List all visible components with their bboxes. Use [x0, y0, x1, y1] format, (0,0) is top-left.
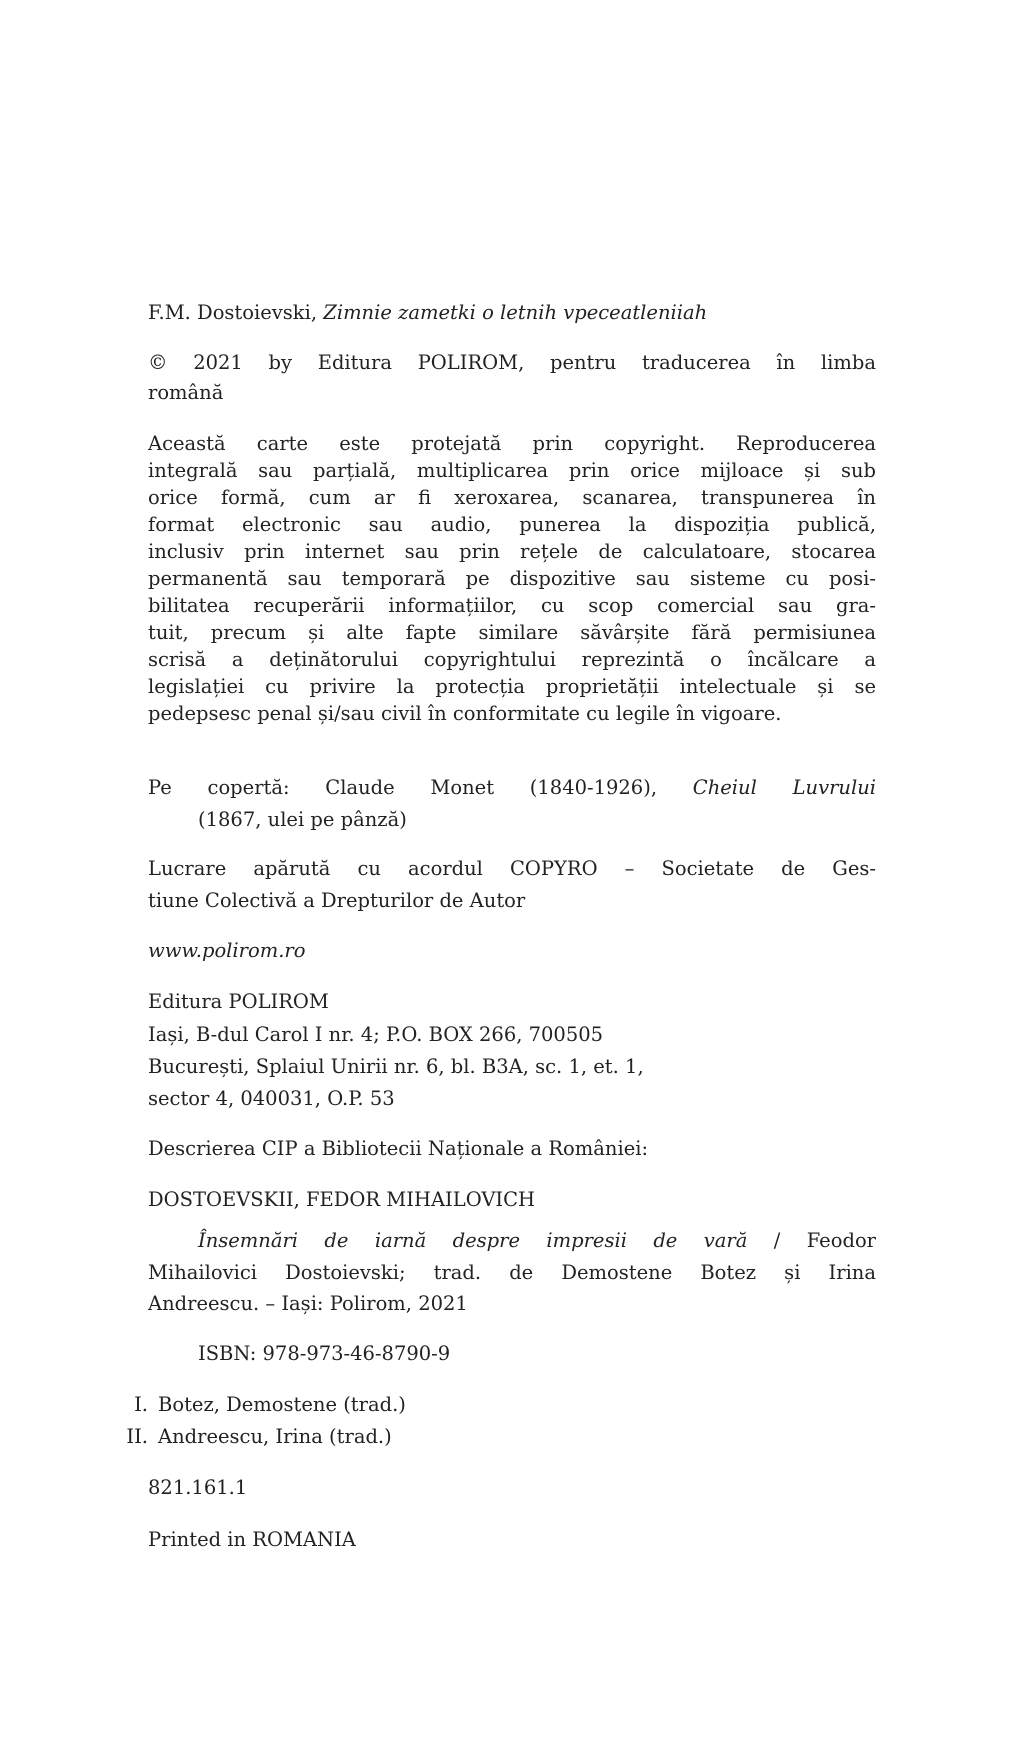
publisher-line: Editura POLIROM	[148, 990, 329, 1013]
printed-in: Printed in ROMANIA	[148, 1528, 356, 1551]
copyro-line: tiune Colectivă a Drepturilor de Autor	[148, 889, 526, 912]
cip-line: Andreescu. – Iași: Polirom, 2021	[148, 1292, 468, 1315]
rights-line: integrală sau parțială, multiplicarea prin orice mijloace și sub	[148, 459, 876, 482]
original-title-line	[148, 298, 876, 328]
contributor-number: II.	[126, 1425, 148, 1448]
rights-line: orice formă, cum ar fi xeroxarea, scanarea, transpunerea în	[148, 486, 876, 509]
contributor-item	[108, 1390, 508, 1420]
copyro-line: Lucrare apărută cu acordul COPYRO – Societate de Ges-	[148, 857, 876, 880]
publisher-line: Iași, B-dul Carol I nr. 4; P.O. BOX 266, 700505	[148, 1023, 604, 1046]
rights-line: Această carte este protejată prin copyright. Reproducerea	[148, 432, 876, 455]
cover-prefix: Pe copertă: Claude Monet (1840-1926),	[148, 776, 658, 799]
cip-classification: 821.161.1	[148, 1476, 248, 1499]
rights-line: scrisă a deținătorului copyrightului reprezintă o încălcare a	[148, 648, 876, 671]
contributor-name: Andreescu, Irina (trad.)	[158, 1425, 392, 1448]
cover-painting: Cheiul Luvrului	[692, 776, 877, 799]
publisher-line: București, Splaiul Unirii nr. 6, bl. B3A, sc. 1, et. 1,	[148, 1055, 644, 1078]
website-link[interactable]	[148, 936, 876, 966]
website-text: www.polirom.ro	[148, 939, 306, 962]
rights-line: pedepsesc penal și/sau civil în conformitate cu legile în vigoare.	[148, 702, 782, 725]
original-title: Zimnie zametki o letnih vpeceatleniiah	[323, 301, 708, 324]
rights-line: format electronic sau audio, punerea la dispoziția publică,	[148, 513, 876, 536]
cip-title: Însemnări de iarnă despre impresii de vară	[198, 1229, 748, 1252]
cover-details: (1867, ulei pe pânză)	[198, 808, 407, 831]
cip-title-line	[198, 1226, 876, 1256]
copyright-line: © 2021 by Editura POLIROM, pentru traducerea în limba	[148, 351, 876, 374]
cip-line: Mihailovici Dostoievski; trad. de Demostene Botez și Irina	[148, 1261, 876, 1284]
cip-title-rest: / Feodor	[773, 1229, 877, 1252]
cip-author: DOSTOEVSKII, FEDOR MIHAILOVICH	[148, 1188, 536, 1211]
contributor-item	[108, 1422, 508, 1452]
cover-line	[148, 773, 876, 803]
contributor-number: I.	[134, 1393, 148, 1416]
copyright-line: română	[148, 381, 224, 404]
original-author: F.M. Dostoievski,	[148, 301, 318, 324]
rights-line: legislației cu privire la protecția proprietății intelectuale și se	[148, 675, 876, 698]
rights-line: inclusiv prin internet sau prin rețele de calculatoare, stocarea	[148, 540, 876, 563]
cip-heading: Descrierea CIP a Bibliotecii Naționale a României:	[148, 1137, 649, 1160]
rights-line: bilitatea recuperării informațiilor, cu scop comercial sau gra-	[148, 594, 876, 617]
rights-line: tuit, precum și alte fapte similare săvârșite fără permisiunea	[148, 621, 876, 644]
publisher-line: sector 4, 040031, O.P. 53	[148, 1087, 395, 1110]
contributor-name: Botez, Demostene (trad.)	[158, 1393, 406, 1416]
cip-isbn: ISBN: 978-973-46-8790-9	[198, 1342, 451, 1365]
rights-line: permanentă sau temporară pe dispozitive sau sisteme cu posi-	[148, 567, 876, 590]
